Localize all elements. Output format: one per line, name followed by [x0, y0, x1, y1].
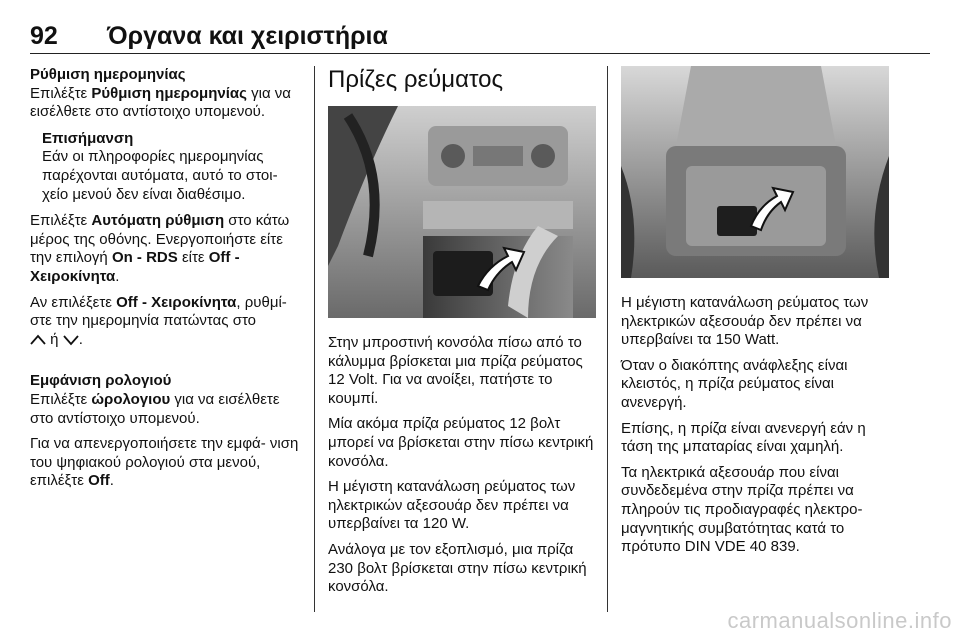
rear-console-photo: [621, 66, 889, 278]
chevron-up-icon: [30, 333, 46, 352]
section-title: Πρίζες ρεύματος: [328, 66, 504, 93]
paragraph-emc-standard: Τα ηλεκτρικά αξεσουάρ που είναι συνδεδεμένα στην πρίζα πρέπει να πληρούν τις προδιαγραφές ηλεκτρο- μαγνητικής συμβατότητας κατά το πρότυπο DIN VDE 40 839.: [621, 463, 863, 556]
paragraph-max-120w: Η μέγιστη κατανάλωση ρεύματος των ηλεκτρικών αξεσουάρ δεν πρέπει να υπερβαίνει τα 120 W.: [328, 478, 576, 533]
paragraph-clock-select: Επιλέξτε ώρολογιου για να εισέλθετε στο αντίστοιχο υπομενού.: [30, 390, 280, 427]
note-text: Εάν οι πληροφορίες ημερομηνίας παρέχονται αυτόματα, αυτό το στοι- χείο μενού δεν είναι διαθέσιμο.: [42, 148, 278, 203]
paragraph-auto-setting: Επιλέξτε Αυτόματη ρύθμιση στο κάτω μέρος της οθόνης. Ενεργοποιήστε είτε την επιλογή On - RDS είτε Off - Χειροκίνητα.: [30, 212, 290, 285]
paragraph-ignition-off: Όταν ο διακόπτης ανάφλεξης είναι κλειστός, η πρίζα ρεύματος είναι ανενεργή.: [621, 356, 848, 411]
column-divider-1: [314, 66, 315, 612]
column-divider-2: [607, 66, 608, 612]
paragraph-date-select: Επιλέξτε Ρύθμιση ημερομηνίας για να εισέλθετε στο αντίστοιχο υπομενού.: [30, 84, 291, 121]
paragraph-clock-off: Για να απενεργοποιήσετε την εμφά- νιση του ψηφιακού ρολογιού στα μενού, επιλέξτε Off.: [30, 435, 299, 490]
heading-date-setting: Ρύθμιση ημερομηνίας: [30, 66, 186, 83]
paragraph-front-socket: Στην μπροστινή κονσόλα πίσω από το κάλυμμα βρίσκεται μια πρίζα ρεύματος 12 Volt. Για να ανοίξει, πατήστε το κουμπί.: [328, 334, 583, 407]
paragraph-230v-socket: Ανάλογα με τον εξοπλισμό, μια πρίζα 230 βολτ βρίσκεται στην πίσω κεντρική κονσόλα.: [328, 540, 587, 596]
paragraph-rear-socket: Μία ακόμα πρίζα ρεύματος 12 βολτ μπορεί να βρίσκεται στην πίσω κεντρική κονσόλα.: [328, 415, 594, 470]
column-right: [621, 66, 889, 564]
paragraph-max-150w: Η μέγιστη κατανάλωση ρεύματος των ηλεκτρικών αξεσουάρ δεν πρέπει να υπερβαίνει τα 150 Watt.: [621, 294, 869, 349]
heading-clock-display: Εμφάνιση ρολογιού: [30, 372, 172, 390]
note-box: [30, 130, 302, 204]
chapter-title: Όργανα και χειριστήρια: [107, 22, 388, 50]
column-left: [30, 66, 302, 498]
column-middle: [328, 66, 596, 604]
watermark: carmanualsonline.info: [727, 608, 952, 633]
page-header: [30, 20, 930, 54]
paragraph-low-battery: Επίσης, η πρίζα είναι ανενεργή εάν η τάση της μπαταρίας είναι χαμηλή.: [621, 419, 866, 456]
front-console-photo: [328, 106, 596, 318]
note-title: Επισήμανση: [42, 129, 134, 147]
page-number: 92: [30, 22, 58, 50]
paragraph-manual-setting: Αν επιλέξετε Off - Χειροκίνητα, ρυθμί- στε την ημερομηνία πατώντας στο ή .: [30, 294, 302, 352]
chevron-down-icon: [63, 333, 79, 352]
